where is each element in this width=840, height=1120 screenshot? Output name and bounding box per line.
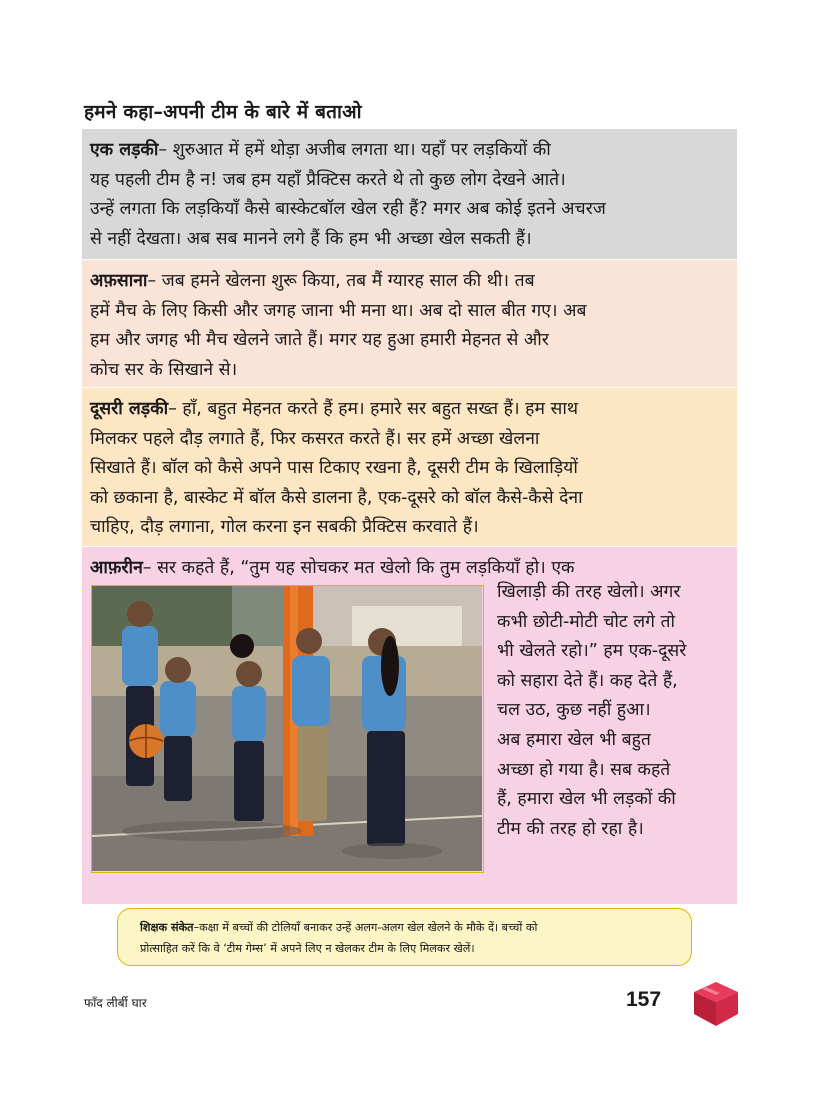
- dialogue-line: कोच सर के सिखाने से।: [90, 359, 238, 380]
- dialogue-line: उन्हें लगता कि लड़कियाँ कैसे बास्केटबॉल खेल रही हैं? मगर अब कोई इतने अचरज: [90, 199, 606, 220]
- section-heading: हमने कहा–अपनी टीम के बारे में बताओ: [84, 101, 362, 123]
- dialogue-line: हैं, हमारा खेल भी लड़कों की: [497, 789, 676, 810]
- dialogue-line: को सहारा देते हैं। कह देते हैं,: [497, 670, 678, 691]
- dialogue-line: चाहिए, दौड़ लगाना, गोल करना इन सबकी प्रैक्टिस करवाते हैं।: [90, 517, 479, 538]
- dialogue-line: से नहीं देखता। अब सब मानने लगे हैं कि हम भी अच्छा खेल सकती हैं।: [90, 228, 532, 249]
- speaker-name: एक लड़की: [90, 140, 159, 160]
- dialogue-line: अफ़साना– जब हमने खेलना शुरू किया, तब मैं ग्यारह साल की थी। तब: [90, 271, 535, 291]
- dialogue-line: आफ़रीन– सर कहते हैं, “तुम यह सोचकर मत खेलो कि तुम लड़कियाँ हो। एक: [90, 558, 575, 578]
- dialogue-line: सिखाते हैं। बॉल को कैसे अपने पास टिकाए रखना है, दूसरी टीम के खिलाड़ियों: [90, 458, 578, 479]
- speaker-name: अफ़साना: [90, 271, 148, 291]
- cube-decoration-icon: [690, 978, 742, 1034]
- dialogue-line: को छकाना है, बास्केट में बॉल कैसे डालना है, एक-दूसरे को बॉल कैसे-कैसे देना: [90, 487, 583, 508]
- teacher-note-label: शिक्षक संकेत: [140, 921, 194, 934]
- dialogue-line: एक लड़की– शुरुआत में हमें थोड़ा अजीब लगता था। यहाँ पर लड़कियों की: [90, 140, 551, 160]
- dialogue-block-3: [82, 388, 737, 546]
- dialogue-line: टीम की तरह हो रहा है।: [497, 818, 644, 839]
- dialogue-line: हमें मैच के लिए किसी और जगह जाना भी मना था। अब दो साल बीत गए। अब: [90, 300, 587, 321]
- speaker-name: आफ़रीन: [90, 558, 143, 578]
- speaker-name: दूसरी लड़की: [90, 399, 169, 419]
- teacher-note: शिक्षक संकेत–कक्षा में बच्चों की टोलियाँ बनाकर उन्हें अलग-अलग खेल खेलने के मौके दें। बच्चों को प्रोत्साहित करें कि वे ‘टीम गेम्स’ में अपने लिए न खेलकर टीम के लिए मिलकर खेलें।: [117, 908, 692, 966]
- dialogue-line: खिलाड़ी की तरह खेलो। अगर: [497, 582, 681, 602]
- dialogue-block-1: [82, 129, 737, 259]
- basketball-photo: [91, 585, 484, 873]
- dialogue-line: मिलकर पहले दौड़ लगाते हैं, फिर कसरत करते हैं। सर हमें अच्छा खेलना: [90, 428, 540, 449]
- photo-side-text: [497, 578, 737, 844]
- dialogue-line: कभी छोटी-मोटी चोट लगे तो: [497, 611, 676, 632]
- dialogue-line: चल उठ, कुछ नहीं हुआ।: [497, 700, 651, 721]
- dialogue-line: दूसरी लड़की– हाँ, बहुत मेहनत करते हैं हम। हमारे सर बहुत सख्त हैं। हम साथ: [90, 399, 579, 419]
- dialogue-line: यह पहली टीम है न! जब हम यहाँ प्रैक्टिस करते थे तो कुछ लोग देखने आते।: [90, 169, 566, 190]
- page-number: 157: [626, 988, 662, 1011]
- dialogue-line: भी खेलते रहो।” हम एक-दूसरे: [497, 641, 687, 662]
- dialogue-line: अब हमारा खेल भी बहुत: [497, 729, 651, 750]
- dialogue-line: अच्छा हो गया है। सब कहते: [497, 759, 671, 780]
- dialogue-line: हम और जगह भी मैच खेलने जाते हैं। मगर यह हुआ हमारी मेहनत से और: [90, 330, 549, 351]
- footer-book-title: फाँद लीर्बी घार: [84, 996, 147, 1010]
- dialogue-block-2: [82, 260, 737, 387]
- dialogue-block-4: [82, 547, 737, 904]
